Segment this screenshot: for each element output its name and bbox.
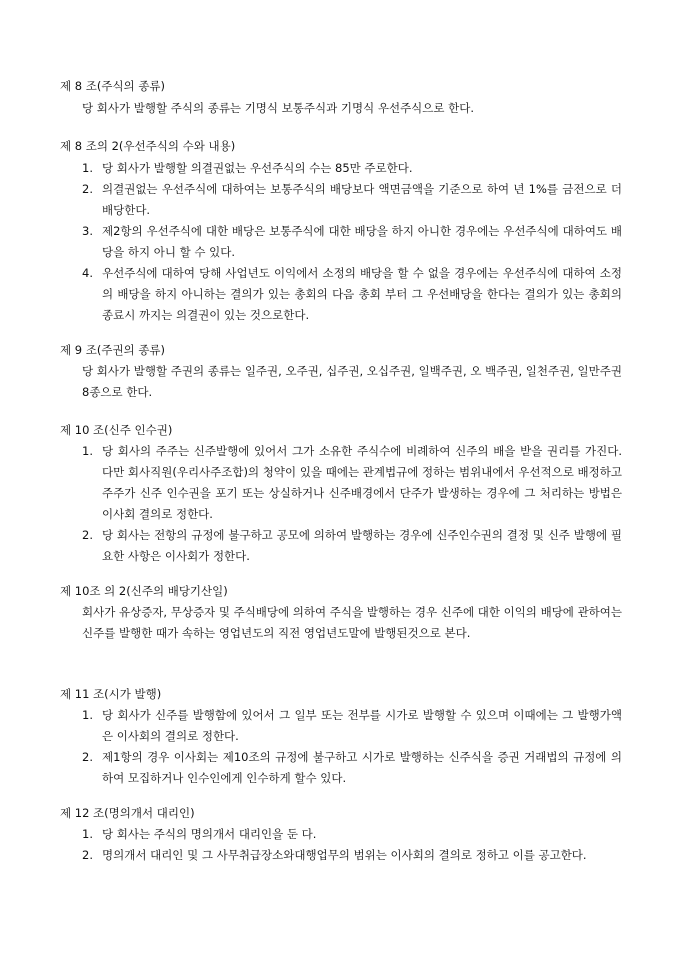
item-number: 2. [82,848,93,862]
article-8-body: 당 회사가 발행할 주식의 종류는 기명식 보통주식과 기명식 우선주식으로 한다. [82,101,475,115]
item-text: 제2항의 우선주식에 대한 배당은 보통주식에 대한 배당을 하지 아니한 경우에는 우선주식에 대하여도 배당을 하지 아니 할 수 있다. [102,224,622,259]
item-text: 명의개서 대리인 및 그 사무취급장소와대행업무의 범위는 이사회의 결의로 정하고 이를 공고한다. [102,848,587,862]
item-number: 2. [82,750,93,764]
article-8-title: 제 8 조(주식의 종류) [60,79,166,93]
article-10-2-body: 회사가 유상증자, 무상증자 및 주식배당에 의하여 주식을 발행하는 경우 신주에 대한 이익의 배당에 관하여는 신주를 발행한 때가 속하는 영업년도의 직전 영업년도말에 발행된것으로 본다. [82,605,622,640]
item-number: 1. [82,708,93,722]
article-10-2-title: 제 10조 의 2(신주의 배당기산일) [60,584,228,598]
item-text: 당 회사의 주주는 신주발행에 있어서 그가 소유한 주식수에 비례하여 신주의 배을 받을 권리를 가진다. 다만 회사직원(우리사주조합)의 청약이 있을 때에는 관계법규에 정하는 범위내에서 우선적으로 배정하고 주주가 신주 인수권을 포기 또는 상실하거나 신주배경에서 단주가 발생하는 경우에 그 처리하는 방법은 이사회 결의로 정한다. [102,444,622,521]
item-number: 1. [82,444,93,458]
article-11-title: 제 11 조(시가 발행) [60,687,162,701]
article-10-title: 제 10 조(신주 인수권) [60,423,173,437]
item-text: 당 회사는 전항의 규정에 불구하고 공모에 의하여 발행하는 경우에 신주인수권의 결정 및 신주 발행에 필요한 사항은 이사회가 정한다. [102,528,622,563]
item-number: 2. [82,182,93,196]
item-text: 의결권없는 우선주식에 대하여는 보통주식의 배당보다 액면금액을 기준으로 하여 년 1%를 금전으로 더 배당한다. [102,182,622,217]
item-text: 당 회사는 주식의 명의개서 대리인을 둔 다. [102,827,317,841]
item-number: 3. [82,224,93,238]
article-8-2-title: 제 8 조의 2(우선주식의 수와 내용) [60,139,236,153]
item-number: 4. [82,266,93,280]
item-number: 1. [82,827,93,841]
item-number: 1. [82,161,93,175]
article-12-title: 제 12 조(명의개서 대리인) [60,806,195,820]
article-9-title: 제 9 조(주권의 종류) [60,343,166,357]
item-text: 우선주식에 대하여 당해 사업년도 이익에서 소정의 배당을 할 수 없을 경우에는 우선주식에 대하여 소정의 배당을 하지 아니하는 결의가 있는 총회의 다음 총회 부터 그 우선배당을 한다는 결의가 있는 총회의 종료시 까지는 의결권이 있는 것으로한다. [102,266,622,322]
item-number: 2. [82,528,93,542]
item-text: 당 회사가 신주를 발행함에 있어서 그 일부 또는 전부를 시가로 발행할 수 있으며 이때에는 그 발행가액은 이사회의 결의로 정한다. [102,708,622,743]
item-text: 제1항의 경우 이사회는 제10조의 규정에 불구하고 시가로 발행하는 신주식을 증권 거래법의 규정에 의하여 모집하거나 인수인에게 인수하게 할수 있다. [102,750,622,785]
item-text: 당 회사가 발행할 의결권없는 우선주식의 수는 85만 주로한다. [102,161,413,175]
article-9-body: 당 회사가 발행할 주권의 종류는 일주권, 오주권, 십주권, 오십주권, 일백주권, 오 백주권, 일천주권, 일만주권 8종으로 한다. [82,364,622,399]
